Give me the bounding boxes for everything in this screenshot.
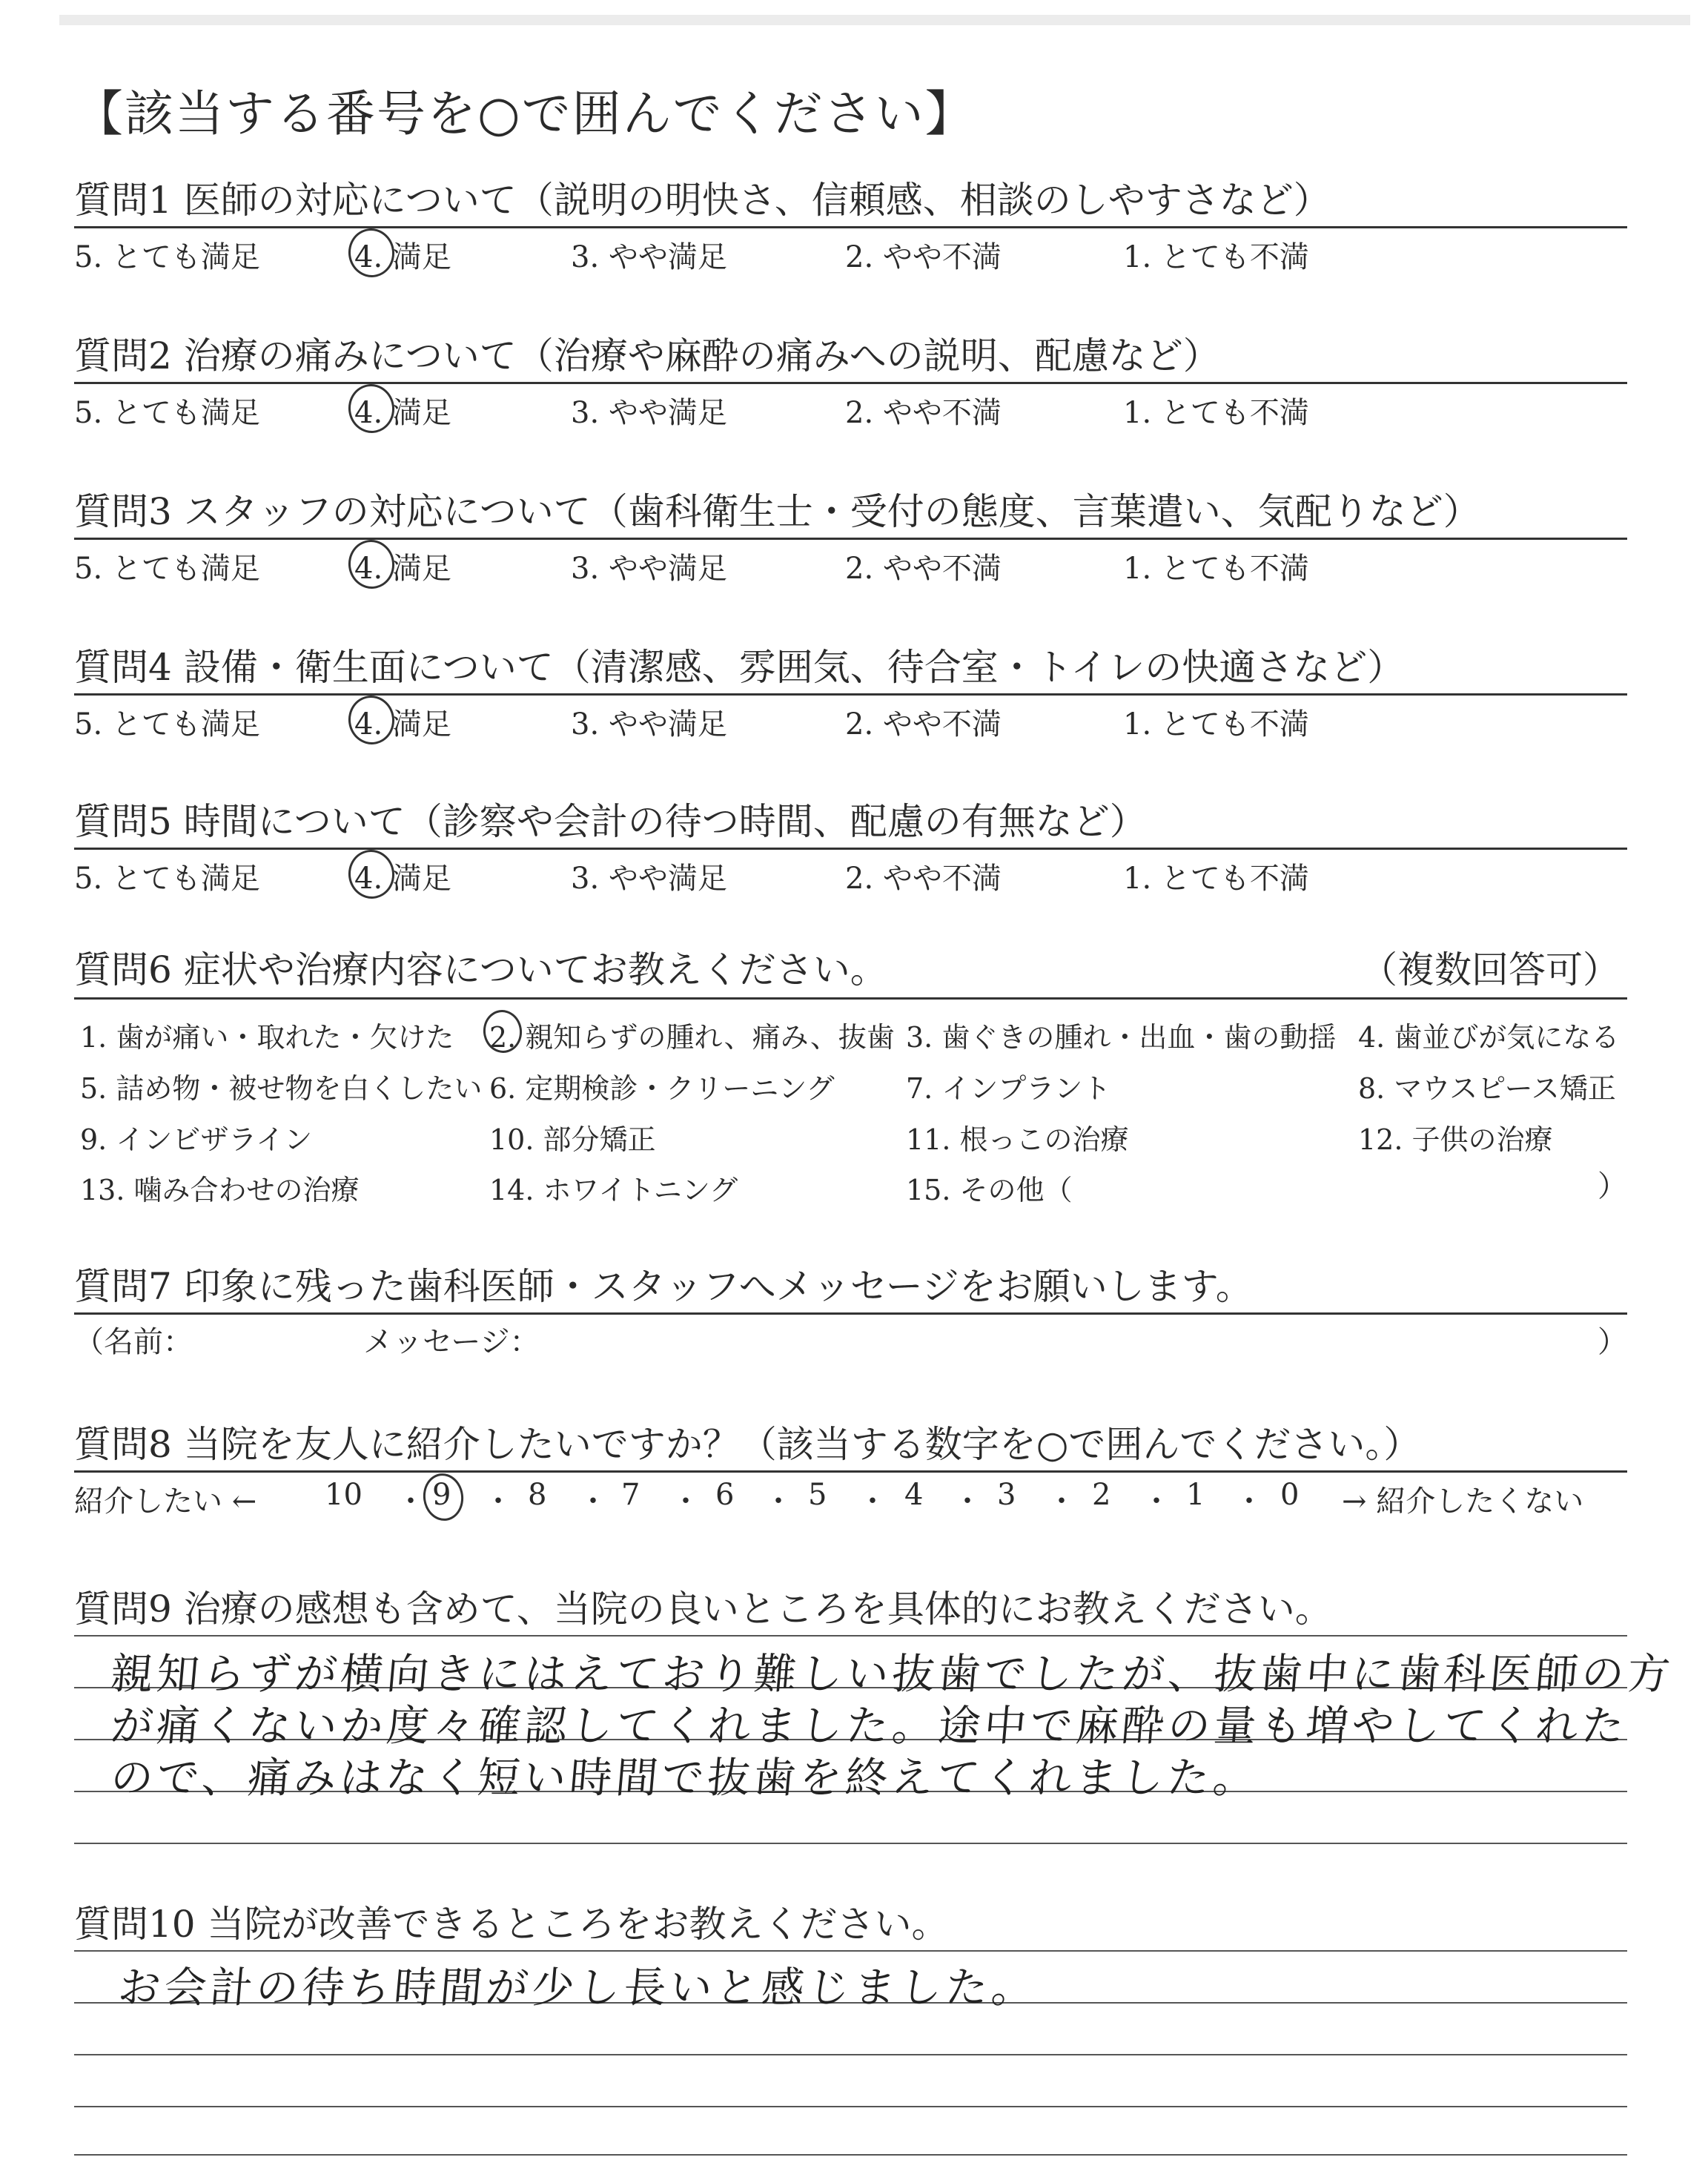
scale-separator: ・ (953, 1484, 982, 1519)
rating-option-2: 2. やや不満 (845, 552, 1002, 586)
q9-answer-line: が痛くないか度々確認してくれました。途中で麻酔の量も増やしてくれた (108, 1702, 1630, 1751)
q7-name-label: （名前： (74, 1325, 193, 1359)
rating-option-1: 1. とても不満 (1123, 396, 1309, 430)
rating-option-4: 4. 満足 (354, 396, 451, 430)
rating-option-1: 1. とても不満 (1123, 862, 1309, 896)
question-rule (74, 538, 1627, 540)
scale-number: 10 (325, 1478, 363, 1512)
rating-option-4: 4. 満足 (354, 707, 451, 742)
scale-separator: ・ (671, 1484, 701, 1519)
q8-left-label: 紹介したい ← (74, 1484, 257, 1519)
symptom-option: 1. 歯が痛い・取れた・欠けた (80, 1021, 454, 1054)
question-title-5: 質問5 時間について（診察や会計の待つ時間、配慮の有無など） (74, 800, 1147, 843)
q9-title: 質問9 治療の感想も含めて、当院の良いところを具体的にお教えください。 (74, 1588, 1332, 1631)
scale-number: 0 (1280, 1478, 1300, 1512)
selected-circle (420, 1471, 466, 1524)
rating-option-2: 2. やや不満 (845, 707, 1002, 742)
scale-number: 7 (621, 1478, 640, 1512)
question-title-4: 質問4 設備・衛生面について（清潔感、雰囲気、待合室・トイレの快適さなど） (74, 646, 1405, 689)
q10-line (74, 2106, 1627, 2107)
scale-separator: ・ (1234, 1484, 1264, 1519)
scale-number: 2 (1092, 1478, 1111, 1512)
rating-option-5: 5. とても満足 (74, 862, 260, 896)
rating-option-2: 2. やや不満 (845, 240, 1002, 274)
rating-option-3: 3. やや満足 (571, 240, 727, 274)
q9-line (74, 1635, 1627, 1636)
rating-option-4: 4. 満足 (354, 862, 451, 896)
q7-rule (74, 1312, 1627, 1315)
q6-note: （複数回答可） (1360, 948, 1620, 991)
scale-number: 4 (904, 1478, 924, 1512)
scan-top-edge (59, 15, 1690, 25)
symptom-option: 10. 部分矯正 (489, 1123, 656, 1156)
q6-close-paren: ） (1598, 1169, 1627, 1203)
rating-option-1: 1. とても不満 (1123, 552, 1309, 586)
rating-option-2: 2. やや不満 (845, 396, 1002, 430)
q8-title: 質問8 当院を友人に紹介したいですか？（該当する数字を○で囲んでください。） (74, 1423, 1421, 1466)
rating-option-3: 3. やや満足 (571, 707, 727, 742)
symptom-option: 15. その他（ (906, 1174, 1073, 1206)
scale-number: 5 (808, 1478, 827, 1512)
scale-number: 1 (1186, 1478, 1205, 1512)
q6-rule (74, 997, 1627, 1000)
scale-separator: ・ (858, 1484, 887, 1519)
q10-answer-line: お会計の待ち時間が少し長いと感じました。 (116, 1964, 1040, 2012)
symptom-option: 12. 子供の治療 (1358, 1123, 1553, 1156)
scale-separator: ・ (396, 1484, 426, 1519)
scale-number: 6 (715, 1478, 735, 1512)
rating-option-5: 5. とても満足 (74, 240, 260, 274)
q10-line (74, 2054, 1627, 2055)
symptom-option: 2. 親知らずの腫れ、痛み、抜歯 (489, 1021, 895, 1054)
rating-option-3: 3. やや満足 (571, 396, 727, 430)
rating-option-1: 1. とても不満 (1123, 707, 1309, 742)
scale-number: 3 (997, 1478, 1016, 1512)
q10-line (74, 1950, 1627, 1952)
symptom-option: 14. ホワイトニング (489, 1174, 738, 1206)
question-title-3: 質問3 スタッフの対応について（歯科衛生士・受付の態度、言葉遣い、気配りなど） (74, 490, 1480, 533)
symptom-option: 11. 根っこの治療 (906, 1123, 1129, 1156)
rating-option-4: 4. 満足 (354, 240, 451, 274)
scale-separator: ・ (578, 1484, 608, 1519)
q10-line (74, 2154, 1627, 2156)
q8-rule (74, 1470, 1627, 1473)
question-rule (74, 226, 1627, 228)
q9-answer-line: ので、痛みはなく短い時間で抜歯を終えてくれました。 (108, 1754, 1262, 1803)
scale-number: 8 (528, 1478, 547, 1512)
question-title-1: 質問1 医師の対応について（説明の明快さ、信頼感、相談のしやすさなど） (74, 179, 1331, 222)
question-rule (74, 693, 1627, 696)
question-title-2: 質問2 治療の痛みについて（治療や麻酔の痛みへの説明、配慮など） (74, 334, 1220, 377)
rating-option-2: 2. やや不満 (845, 862, 1002, 896)
symptom-option: 6. 定期検診・クリーニング (489, 1072, 835, 1105)
symptom-option: 13. 噛み合わせの治療 (80, 1174, 360, 1206)
symptom-option: 7. インプラント (906, 1072, 1111, 1105)
question-rule (74, 848, 1627, 850)
rating-option-3: 3. やや満足 (571, 862, 727, 896)
symptom-option: 9. インビザライン (80, 1123, 313, 1156)
rating-option-5: 5. とても満足 (74, 552, 260, 586)
scale-number: 9 (432, 1478, 451, 1512)
symptom-option: 8. マウスピース矯正 (1358, 1072, 1616, 1105)
q6-title: 質問6 症状や治療内容についてお教えください。 (74, 948, 887, 991)
q7-close-paren: ） (1598, 1325, 1627, 1359)
scale-separator: ・ (764, 1484, 793, 1519)
scale-separator: ・ (1142, 1484, 1171, 1519)
rating-option-4: 4. 満足 (354, 552, 451, 586)
q7-title: 質問7 印象に残った歯科医師・スタッフへメッセージをお願いします。 (74, 1265, 1253, 1308)
q8-right-label: → 紹介したくない (1342, 1484, 1584, 1519)
rating-option-1: 1. とても不満 (1123, 240, 1309, 274)
symptom-option: 4. 歯並びが気になる (1358, 1021, 1620, 1054)
q10-title: 質問10 当院が改善できるところをお教えください。 (74, 1903, 949, 1946)
rating-option-5: 5. とても満足 (74, 396, 260, 430)
scale-separator: ・ (1047, 1484, 1076, 1519)
question-rule (74, 382, 1627, 384)
symptom-option: 5. 詰め物・被せ物を白くしたい (80, 1072, 483, 1105)
rating-option-3: 3. やや満足 (571, 552, 727, 586)
scale-separator: ・ (483, 1484, 513, 1519)
q9-line (74, 1843, 1627, 1844)
q9-answer-line: 親知らずが横向きにはえており難しい抜歯でしたが、抜歯中に歯科医師の方 (108, 1650, 1676, 1699)
rating-option-5: 5. とても満足 (74, 707, 260, 742)
symptom-option: 3. 歯ぐきの腫れ・出血・歯の動揺 (906, 1021, 1337, 1054)
form-header: 【該当する番号を○で囲んでください】 (74, 85, 976, 142)
q7-message-label: メッセージ： (363, 1325, 540, 1359)
